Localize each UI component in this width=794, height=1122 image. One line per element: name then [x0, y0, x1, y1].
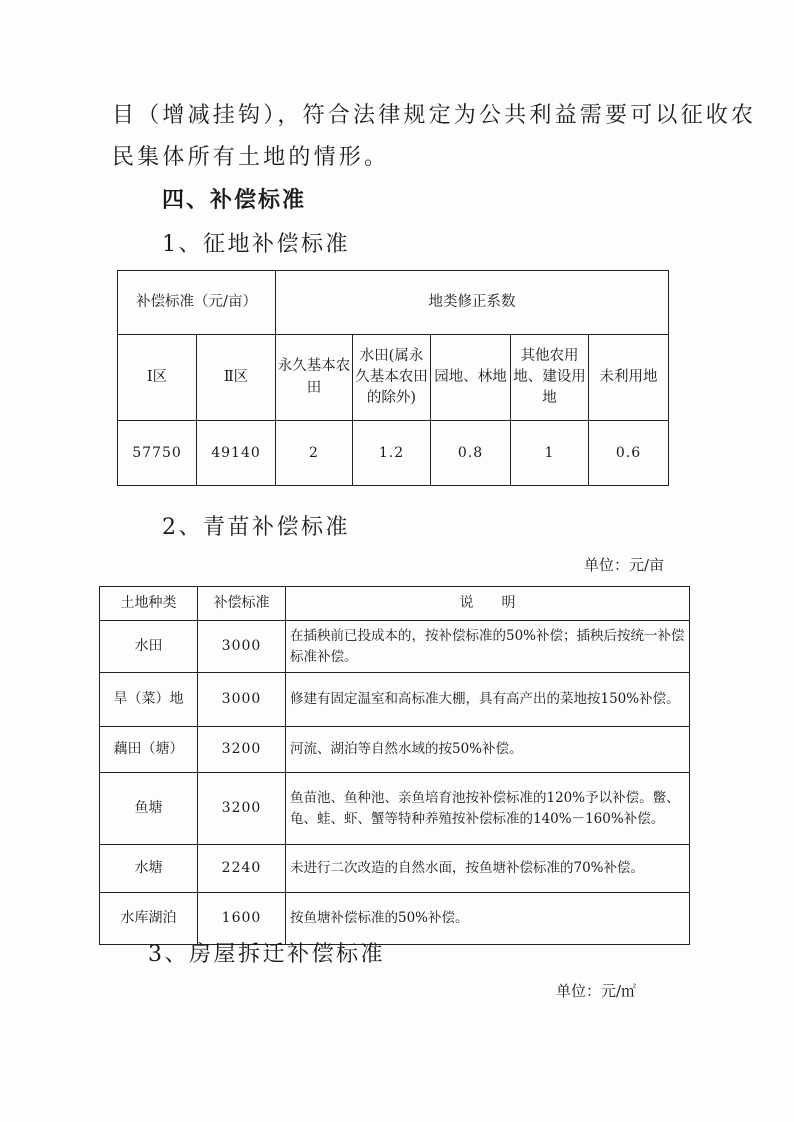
header-land-type: 土地种类	[100, 587, 198, 621]
land-type: 水田	[100, 621, 198, 673]
land-compensation-title: 1、征地补偿标准	[162, 232, 350, 257]
description: 河流、湖泊等自然水域的按50%补偿。	[286, 727, 690, 773]
col-garden-forest: 园地、林地	[431, 335, 511, 421]
value-paddy-field: 1.2	[353, 421, 431, 486]
table-row	[100, 773, 690, 845]
description: 修建有固定温室和高标准大棚，具有高产出的菜地按150%补偿。	[286, 673, 690, 727]
col-zone-2: Ⅱ区	[197, 335, 276, 421]
standard-value: 3000	[198, 621, 286, 673]
intro-line-1: 目（增减挂钩），符合法律规定为公共利益需要可以征收农	[112, 103, 757, 128]
crop-compensation-title: 2、青苗补偿标准	[162, 515, 350, 540]
house-compensation-title: 3、房屋拆迁补偿标准	[148, 942, 385, 967]
value-other-land: 1	[511, 421, 589, 486]
house-unit: 单位：元/㎡	[556, 982, 637, 1000]
standard-value: 1600	[198, 893, 286, 945]
land-type: 水塘	[100, 845, 198, 893]
value-zone-1: 57750	[118, 421, 197, 486]
land-compensation-table	[117, 270, 669, 486]
standard-value: 3200	[198, 773, 286, 845]
col-unused-land: 未利用地	[589, 335, 669, 421]
value-permanent-farmland: 2	[276, 421, 353, 486]
land-type: 旱（菜）地	[100, 673, 198, 727]
land-type: 鱼塘	[100, 773, 198, 845]
header-land-coefficient: 地类修正系数	[276, 271, 669, 335]
table-row	[100, 727, 690, 773]
standard-value: 3200	[198, 727, 286, 773]
col-permanent-farmland: 永久基本农田	[276, 335, 353, 421]
description: 在插秧前已投成本的，按补偿标准的50%补偿；插秧后按统一补偿标准补偿。	[286, 621, 690, 673]
land-type: 水库湖泊	[100, 893, 198, 945]
value-unused-land: 0.6	[589, 421, 669, 486]
standard-value: 3000	[198, 673, 286, 727]
crop-unit: 单位：元/亩	[584, 556, 665, 574]
description: 按鱼塘补偿标准的50%补偿。	[286, 893, 690, 945]
header-compensation-standard: 补偿标准（元/亩）	[118, 271, 276, 335]
description: 未进行二次改造的自然水面，按鱼塘补偿标准的70%补偿。	[286, 845, 690, 893]
col-zone-1: Ⅰ区	[118, 335, 197, 421]
table-row	[100, 845, 690, 893]
header-standard: 补偿标准	[198, 587, 286, 621]
crop-compensation-table	[99, 586, 690, 945]
table-row	[100, 673, 690, 727]
header-description: 说 明	[286, 587, 690, 621]
col-paddy-field: 水田(属永久基本农田的除外)	[353, 335, 431, 421]
intro-line-2: 民集体所有土地的情形。	[112, 145, 390, 170]
section-title: 四、补偿标准	[162, 187, 307, 213]
land-type: 藕田（塘）	[100, 727, 198, 773]
col-other-land: 其他农用地、建设用地	[511, 335, 589, 421]
description: 鱼苗池、鱼种池、亲鱼培育池按补偿标准的120%予以补偿。鳖、龟、蛙、虾、蟹等特种养殖按补偿标准的140%－160%补偿。	[286, 773, 690, 845]
value-zone-2: 49140	[197, 421, 276, 486]
table-row	[100, 621, 690, 673]
value-garden-forest: 0.8	[431, 421, 511, 486]
standard-value: 2240	[198, 845, 286, 893]
